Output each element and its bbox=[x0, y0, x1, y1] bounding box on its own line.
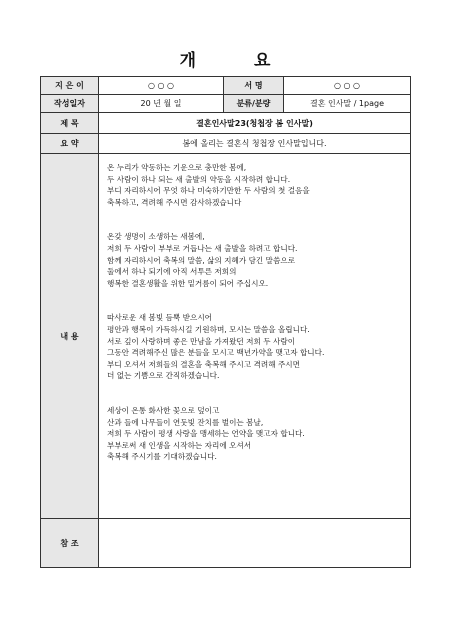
subject-value[interactable]: 결혼인사말23(청첩장 봄 인사말) bbox=[99, 113, 411, 134]
reference-row bbox=[41, 519, 411, 568]
text-line: 온 누리가 약동하는 기운으로 충만한 봄에, bbox=[107, 163, 247, 172]
date-row bbox=[41, 95, 411, 113]
text-line: 온갖 생명이 소생하는 새봄에, bbox=[107, 232, 205, 242]
category-value[interactable]: 결혼 인사말 / 1page bbox=[284, 95, 411, 113]
text-line: 더 없는 기쁨으로 간직하겠습니다. bbox=[107, 371, 220, 381]
subject-row bbox=[41, 113, 411, 134]
category-label: 분류/분량 bbox=[224, 95, 284, 113]
text-line: 두 사람이 하나 되는 새 출발의 약동을 시작하려 합니다. bbox=[107, 174, 291, 184]
content-label: 내 용 bbox=[41, 154, 99, 519]
sign-label: 서 명 bbox=[224, 77, 284, 95]
content-row bbox=[41, 154, 411, 519]
text-line: 함께 자리하시어 축복의 말씀, 삶의 지혜가 담긴 말씀으로 bbox=[107, 255, 296, 265]
summary-label: 요 약 bbox=[41, 134, 99, 154]
text-line: 부디 자리하시어 무엇 하나 미숙하기만한 두 사람의 첫 걸음을 bbox=[107, 186, 310, 196]
text-line: 축복하고, 격려해 주시면 감사하겠습니다 bbox=[107, 197, 242, 207]
text-line: 따사로운 새 봄빛 듬뿍 받으시어 bbox=[107, 313, 213, 323]
content-body[interactable] bbox=[99, 154, 411, 519]
author-value[interactable]: ○ ○ ○ bbox=[99, 77, 224, 95]
text-line: 축복해 주시기를 기대하겠습니다. bbox=[107, 452, 217, 462]
text-line: 행복한 결혼생활을 위한 밑거름이 되어 주십시오. bbox=[107, 278, 269, 288]
text-line: 세상이 온통 화사한 꽃으로 덮이고 bbox=[107, 405, 220, 415]
paragraph bbox=[107, 231, 404, 289]
reference-value[interactable] bbox=[99, 519, 411, 568]
text-line: 산과 들에 나무들이 연둣빛 잔치를 벌이는 봄날, bbox=[107, 417, 264, 427]
summary-value[interactable]: 봄에 올리는 결혼식 청첩장 인사말입니다. bbox=[99, 134, 411, 154]
text-line: 서로 깊이 사랑하며 좋은 만남을 가져왔던 저희 두 사람이 bbox=[107, 336, 296, 346]
text-line: 평안과 행복이 가득하시길 기원하며, 모시는 말씀을 올립니다. bbox=[107, 324, 310, 334]
author-row bbox=[41, 77, 411, 95]
reference-label: 참 조 bbox=[41, 519, 99, 568]
paragraph bbox=[107, 312, 404, 382]
sign-value[interactable]: ○ ○ ○ bbox=[284, 77, 411, 95]
summary-row bbox=[41, 134, 411, 154]
text-line: 그동안 격려해주신 많은 분들을 모시고 백년가약을 맺고자 합니다. bbox=[107, 348, 325, 358]
text-line: 저희 두 사람이 부부로 거듭나는 새 출발을 하려고 합니다. bbox=[107, 243, 298, 253]
text-line: 저희 두 사람이 평생 사랑을 맹세하는 언약을 맺고자 합니다. bbox=[107, 429, 305, 439]
text-line: 부디 오셔서 저희들의 결혼을 축복해 주시고 격려해 주시면 bbox=[107, 359, 300, 369]
text-line: 둘에서 하나 되기에 아직 서투른 저희의 bbox=[107, 267, 237, 277]
text-line: 부부로써 새 인생을 시작하는 자리에 오셔서 bbox=[107, 440, 252, 450]
summary-form-table bbox=[40, 76, 411, 568]
paragraph bbox=[107, 405, 404, 463]
paragraph bbox=[107, 162, 404, 208]
subject-label: 제 목 bbox=[41, 113, 99, 134]
author-label: 지 은 이 bbox=[41, 77, 99, 95]
date-label: 작성일자 bbox=[41, 95, 99, 113]
date-value[interactable]: 20 년 월 일 bbox=[99, 95, 224, 113]
document-title: 개 요 bbox=[179, 51, 297, 71]
